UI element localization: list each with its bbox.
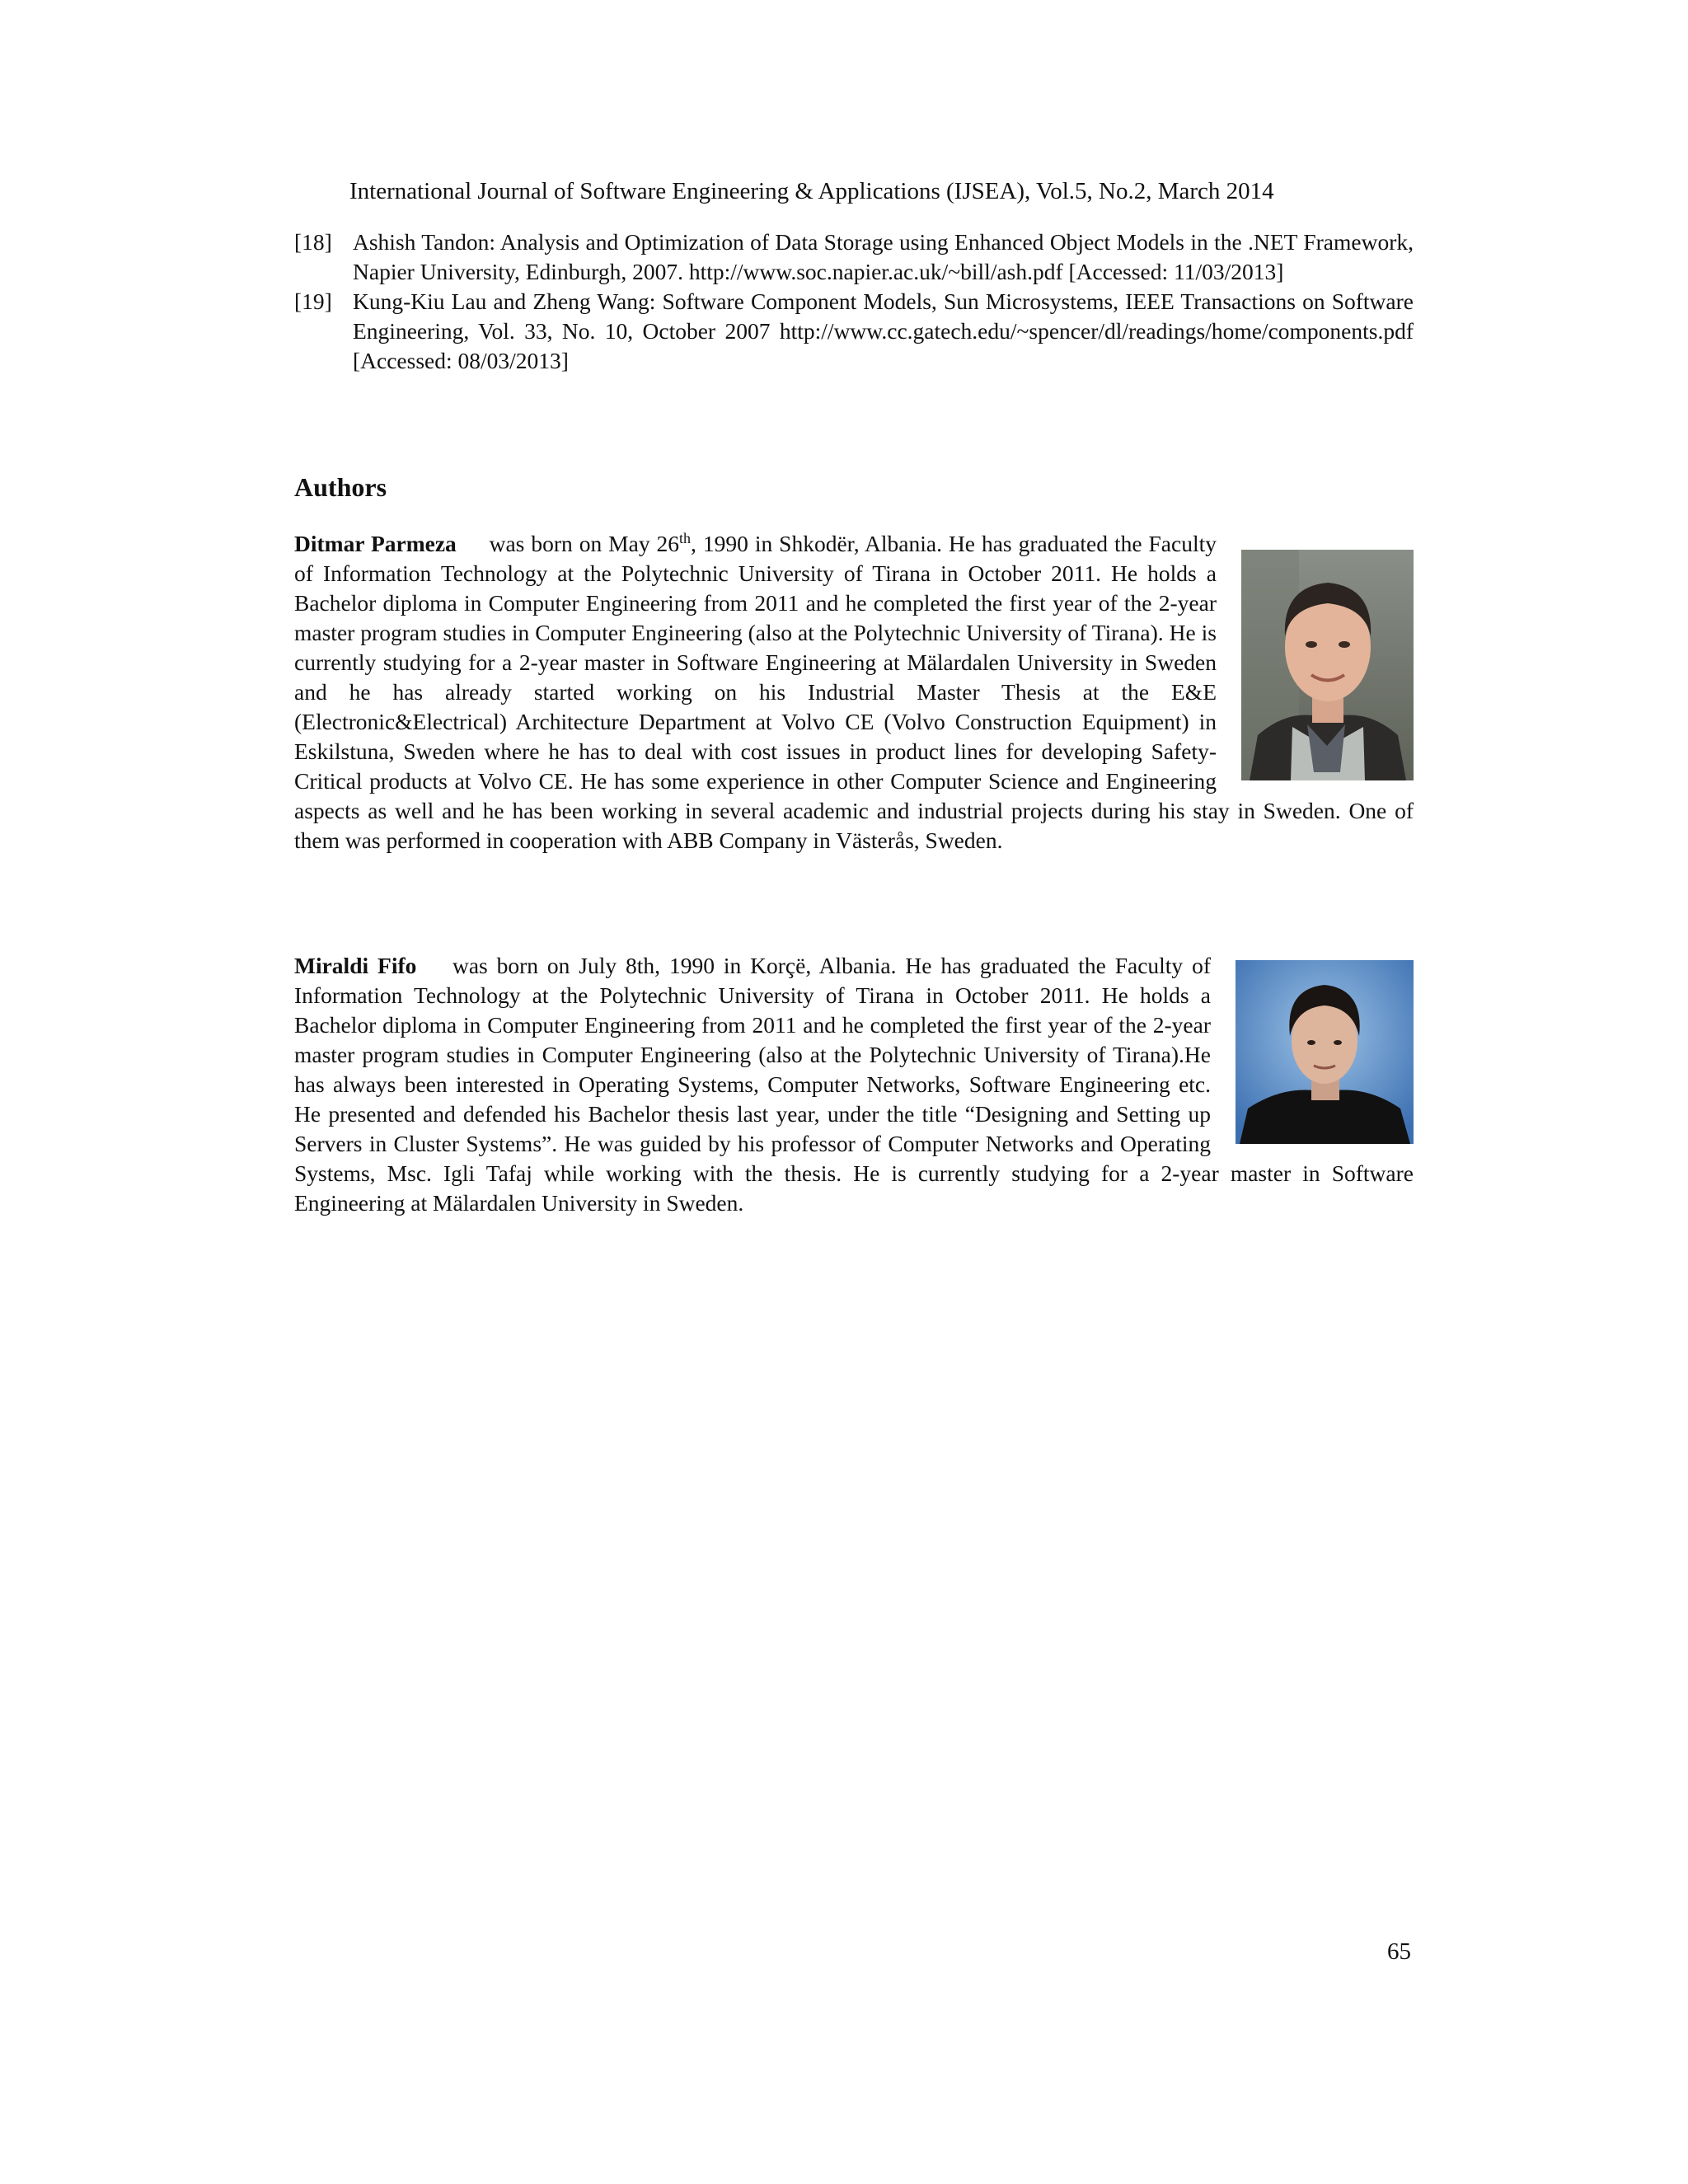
reference-number: [18]: [294, 229, 332, 255]
section-heading: Authors: [294, 472, 387, 502]
author-photo: [1241, 550, 1414, 780]
reference-item: [294, 227, 1414, 287]
author-name: Ditmar Parmeza: [294, 531, 457, 556]
running-header: International Journal of Software Engineering & Applications (IJSEA), Vol.5, No.2, March 2014: [349, 178, 1274, 204]
author-bio: [294, 529, 1414, 855]
reference-text: Ashish Tandon: Analysis and Optimization of Data Storage using Enhanced Object Models in the .NET Framework, Napier University, Edinburgh, 2007. http://www.soc.napier.ac.uk/~bill/ash.pdf [Accessed: 11/03/2013]: [353, 229, 1414, 284]
page-number: 65: [1387, 1938, 1411, 1965]
author-bio-text: was born on July 8th, 1990 in Korçë, Albania. He has graduated the Faculty of Information Technology at the Polytechnic University of Tirana in October 2011. He holds a Bachelor diploma in Computer Engineering from 2011 and he completed the first year of the 2-year master program studies in Computer Engineering (also at the Polytechnic University of Tirana).He has always been interested in Operating Systems, Computer Networks, Software Engineering etc. He presented and defended his Bachelor thesis last year, under the title “Designing and Setting up Servers in Cluster Systems”. He was guided by his professor of Computer Networks and Operating Systems, Msc. Igli Tafaj while working with the thesis. He is currently studying for a 2-year master in Software Engineering at Mälardalen University in Sweden.: [294, 953, 1414, 1216]
author-bio: [294, 951, 1414, 1218]
author-bio-text: , 1990 in Shkodër, Albania. He has graduated the Faculty of Information Technology at the Polytechnic University of Tirana in October 2011. He holds a Bachelor diploma in Computer Engineering from 2011 and he completed the first year of the 2-year master program studies in Computer Engineering (also at the Polytechnic University of Tirana). He is currently studying for a 2-year master in Software Engineering at Mälardalen University in Sweden and he has already started working on his Industrial Master Thesis at the E&E (Electronic&Electrical) Architecture Department at Volvo CE (Volvo Construction Equipment) in Eskilstuna, Sweden where he has to deal with cost issues in product lines for developing Safety-Critical products at Volvo CE. He has some experience in other Computer Science and Engineering aspects as well and he has been working in several academic and industrial projects during his stay in Sweden. One of them was performed in cooperation with ABB Company in Västerås, Sweden.: [294, 531, 1414, 853]
author-bio-superscript: th: [679, 529, 692, 546]
reference-number: [19]: [294, 288, 332, 314]
reference-item: [294, 287, 1414, 376]
reference-text: Kung-Kiu Lau and Zheng Wang: Software Component Models, Sun Microsystems, IEEE Transactions on Software Engineering, Vol. 33, No. 10, October 2007 http://www.cc.gatech.edu/~spencer/dl/readings/home/components.pdf [Accessed: 08/03/2013]: [353, 288, 1414, 373]
author-name: Miraldi Fifo: [294, 953, 417, 978]
references-list: [294, 227, 1414, 376]
author-photo: [1236, 960, 1414, 1144]
author-bio-text: was born on May 26: [489, 531, 680, 556]
